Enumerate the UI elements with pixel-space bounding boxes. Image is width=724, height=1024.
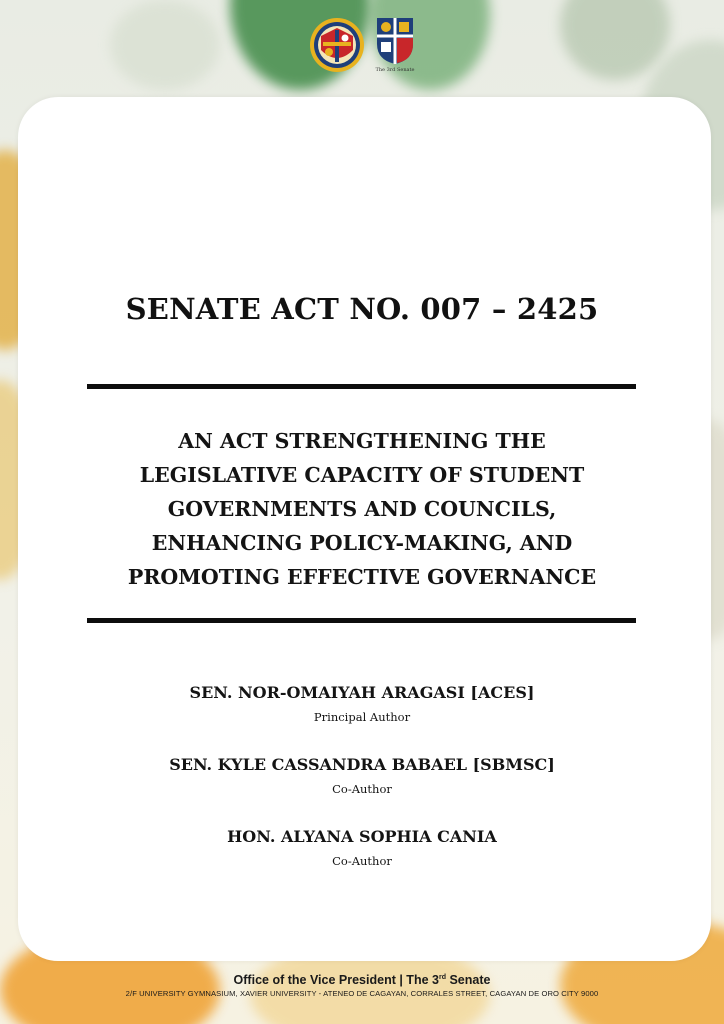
author-block-coauthor-1 (0, 755, 724, 796)
author-name: HON. ALYANA SOPHIA CANIA (227, 827, 497, 846)
act-title-line: LEGISLATIVE CAPACITY OF STUDENT (139, 463, 585, 487)
author-role: Co-Author (332, 782, 392, 796)
student-government-seal-icon (309, 16, 365, 74)
author-block-coauthor-2 (0, 827, 724, 868)
footer-office-suffix: Senate (445, 973, 491, 987)
footer-address: 2/F UNIVERSITY GYMNASIUM, XAVIER UNIVERSITY - ATENEO DE CAGAYAN, CORRALES STREET, CAGAYAN DE ORO CITY 9000 (125, 989, 599, 998)
author-role: Principal Author (313, 710, 411, 724)
act-title-line: GOVERNMENTS AND COUNCILS, (167, 497, 557, 521)
page-title: SENATE ACT NO. 007 – 2425 (125, 292, 599, 326)
author-role: Co-Author (332, 854, 392, 868)
footer (0, 973, 724, 998)
footer-office-prefix: Office of the Vice President | The 3 (233, 973, 439, 987)
act-title-line: AN ACT STRENGTHENING THE (178, 429, 546, 453)
act-title-line: ENHANCING POLICY-MAKING, AND (151, 531, 573, 555)
author-block-principal (0, 683, 724, 724)
footer-office-sup: rd (438, 973, 446, 981)
act-title (70, 424, 654, 594)
footer-office (0, 973, 724, 987)
divider-top (87, 384, 636, 389)
act-title-line: PROMOTING EFFECTIVE GOVERNANCE (127, 565, 597, 589)
seal-caption: The 3rd Senate (375, 67, 415, 73)
header-logos (0, 16, 724, 74)
author-name: SEN. KYLE CASSANDRA BABAEL [SBMSC] (169, 755, 555, 774)
divider-bottom (87, 618, 636, 623)
author-name: SEN. NOR-OMAIYAH ARAGASI [ACES] (189, 683, 535, 702)
senate-shield-icon (375, 16, 415, 66)
